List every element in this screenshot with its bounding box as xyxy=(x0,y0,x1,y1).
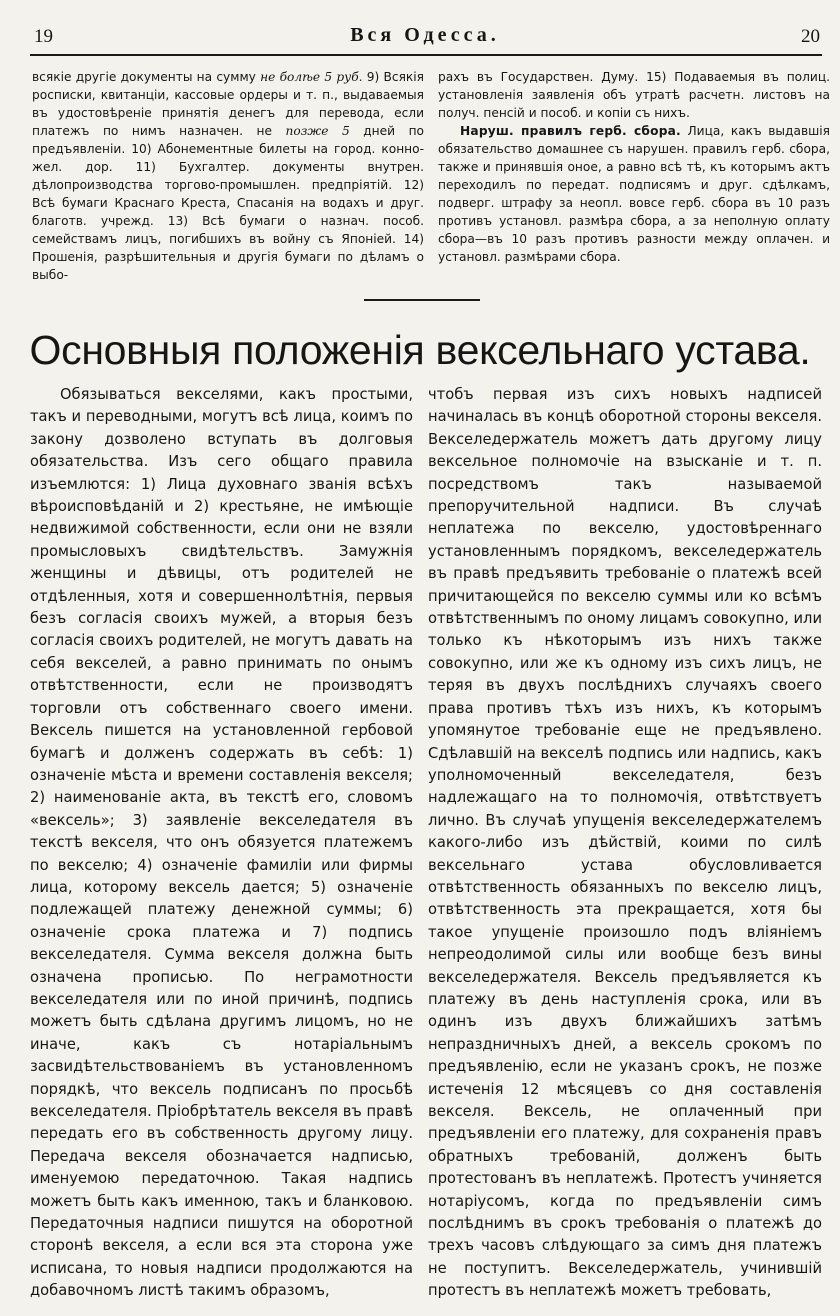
upper-left-emphasis-2: позже 5 xyxy=(285,124,350,138)
upper-right-text-2: Лица, какъ выдавшія обязательство домашнее съ нарушен. правилъ герб. сбора, также и принявшія оное, а равно всѣ тѣ, къ которымъ актъ переходилъ по передат. подписямъ и друг. сдѣлкамъ, подверг. штрафу за неопл. вовсе герб. сбора въ 10 разъ противъ установл. размѣра сбора, а за неполную оплату сбора—въ 10 разъ противъ разности между оплачен. и установл. размѣрами сбора. xyxy=(438,124,830,264)
page-header xyxy=(30,22,820,52)
stamp-duty-subheading: Наруш. правилъ герб. сбора. xyxy=(460,124,681,138)
upper-left-text-1: всякіе другіе документы на сумму xyxy=(32,70,261,84)
article-left-column: Обязываться векселями, какъ простыми, такъ и переводными, могутъ всѣ лица, коимъ по закону дозволено вступать въ долговыя обязательства. Изъ сего общаго правила изъемлются: 1) Лица духовнаго званія всѣхъ вѣроисповѣданій и 2) крестьяне, не имѣющіе недвижимой собственности, если они не взяли промысловыхъ свидѣтельствъ. Замужнія женщины и дѣвицы, отъ родителей не отдѣленныя, хотя и совершеннолѣтнія, первыя безъ согласія своихъ мужей, а вторыя безъ согласія своихъ родителей, не могутъ давать на себя векселей, а равно принимать по онымъ отвѣтственности, если не производятъ торговли отъ собственнаго своего имени. Вексель пишется на установленной гербовой бумагѣ и долженъ содержать въ себѣ: 1) означеніе мѣста и времени составленія векселя; 2) наименованіе акта, въ текстѣ его, словомъ «вексель»; 3) заявленіе векселедателя въ текстѣ векселя, что онъ обязуется платежемъ по векселю; 4) означеніе фамиліи или фирмы лица, которому вексель дается; 5) означеніе подлежащей платежу денежной суммы; 6) означеніе срока платежа и 7) подпись векселедателя. Сумма векселя должна быть означена прописью. По неграмотности векселедателя или по иной причинѣ, подпись можетъ быть сдѣлана другимъ лицомъ, но не иначе, какъ съ нотаріальнымъ засвидѣтельствованіемъ въ установленномъ порядкѣ, что вексель подписанъ по просьбѣ векселедателя. Пріобрѣтатель векселя въ правѣ передать его въ собственность другому лицу. Передача векселя обозначается надписью, именуемою передаточною. Такая надпись можетъ быть какъ именною, такъ и бланковою. Передаточныя надписи пишутся на оборотной сторонѣ векселя, а если вся эта сторона уже исписана, то новыя надписи продолжаются на добавочномъ листѣ такимъ образомъ, xyxy=(30,386,413,1300)
article-title: Основныя положенія вексельнаго устава. xyxy=(29,327,811,373)
upper-left-emphasis-1: не болѣе 5 руб. xyxy=(260,70,363,84)
page-number-right: 20 xyxy=(801,26,820,47)
header-rule xyxy=(30,54,822,56)
upper-left-text-2: 9) Всякія росписки, квитанціи, кассовые ордеры и т. п., выдаваемыя въ удостовѣреніе принятія денегъ для перевода, если платежъ по нимъ назначен. не xyxy=(32,70,424,138)
article-right-column: чтобъ первая изъ сихъ новыхъ надписей начиналась въ концѣ оборотной стороны векселя. Векселедержатель можетъ дать другому лицу вексельное полномочіе на взысканіе и т. п. посредствомъ такъ называемой препоручительной надписи. Въ случаѣ неплатежа по векселю, удостовѣреннаго установленнымъ порядкомъ, векселедержатель въ правѣ предъявить требованіе о платежѣ всей причитающейся по векселю суммы или ко всѣмъ отвѣтственнымъ по оному лицамъ совокупно, или только къ нѣкоторымъ изъ нихъ также совокупно, или же къ одному изъ сихъ лицъ, не теряя въ двухъ послѣднихъ случаяхъ своего права противъ тѣхъ изъ нихъ, къ которымъ упомянутое требованіе еще не предъявлено. Сдѣлавшій на векселѣ подпись или надпись, какъ уполномоченный векселедателя, безъ надлежащаго на то полномочія, отвѣтствуетъ лично. Въ случаѣ упущенія векселедержателемъ какого-либо изъ дѣйствій, коими по силѣ вексельнаго устава обусловливается отвѣтственность обязанныхъ по векселю лицъ, отвѣтственность эта прекращается, хотя бы такое упущеніе произошло подъ вліяніемъ непреодолимой силы или вообще безъ вины векселедержателя. Вексель предъявляется къ платежу въ день наступленія срока, или въ одинъ изъ двухъ ближайшихъ затѣмъ непраздничныхъ дней, а вексель срокомъ по предъявленію, если не указанъ срокъ, не позже истеченія 12 мѣсяцевъ со дня составленія векселя. Вексель, не оплаченный при предъявленіи его платежу, для сохраненія правъ обратныхъ требованій, долженъ быть протестованъ въ неплатежѣ. Протестъ учиняется нотаріусомъ, когда по предъявленіи симъ послѣднимъ въ срокъ требованія о платежѣ до трехъ часовъ слѣдующаго за симъ дня платежъ не поступитъ. Векселедержатель, учинившій протестъ въ неплатежѣ можетъ требовать, xyxy=(428,386,822,1300)
upper-right-text-1: рахъ въ Государствен. Думу. 15) Подаваемыя въ полиц. установленія заявленія объ утратѣ расчетн. листовъ на получ. пенсій и пособ. и копіи съ нихъ. xyxy=(438,70,830,120)
upper-right-column xyxy=(438,68,830,312)
upper-left-column xyxy=(32,68,424,312)
running-title: Вся Одесса. xyxy=(350,24,500,46)
page-number-left: 19 xyxy=(34,26,53,47)
section-divider xyxy=(364,299,480,301)
upper-left-text-3: дней по предъявленіи. 10) Абонементные билеты на город. конно-жел. дор. 11) Бухгалтер. документы внутрен. дѣлопроизводства торгово-промышлен. предпріятій. 12) Всѣ бумаги Краснаго Креста, Спасанія на водахъ и друг. благотв. учрежд. 13) Всѣ бумаги о назнач. пособ. семействамъ лицъ, погибшихъ въ войну съ Японіей. 14) Прошенія, разрѣшительныя и другія бумаги по дѣламъ о выбо- xyxy=(32,124,424,282)
